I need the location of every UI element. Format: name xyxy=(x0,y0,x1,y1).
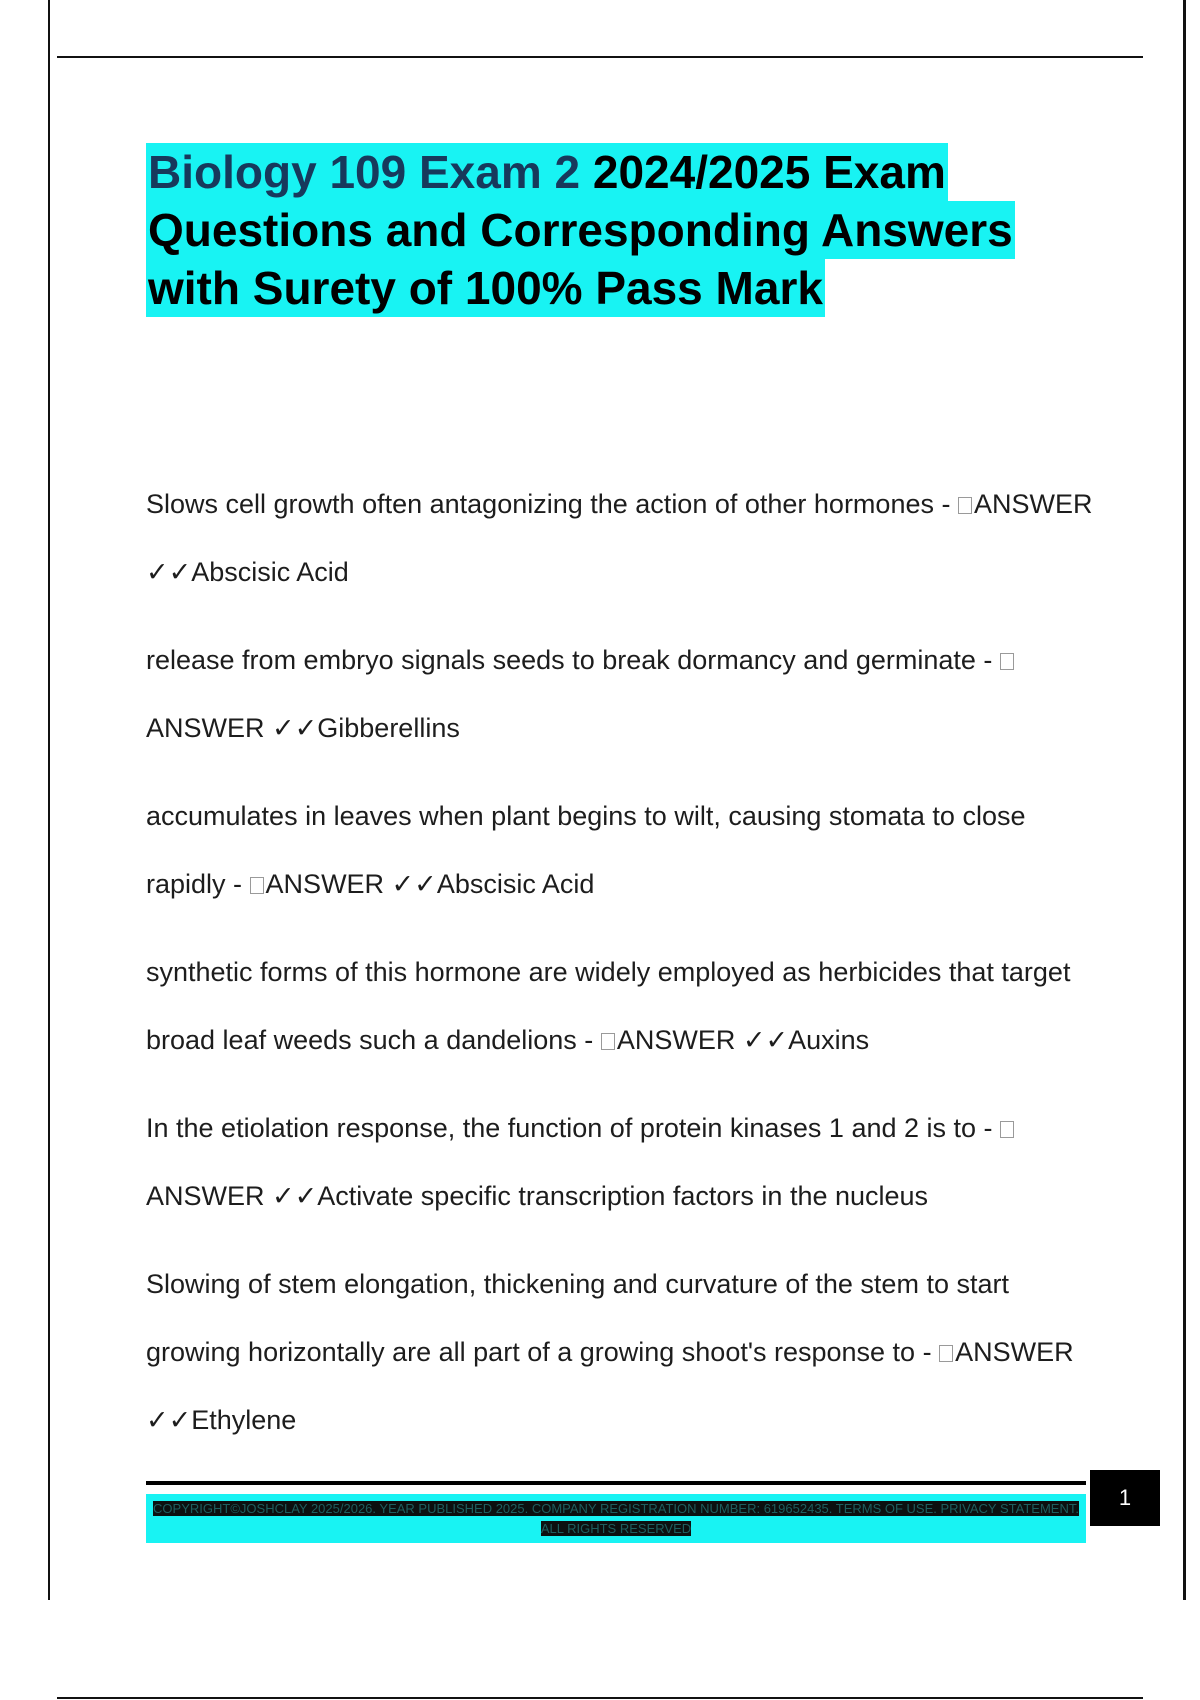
copyright-text: COPYRIGHT©JOSHCLAY 2025/2026. YEAR PUBLISHED 2025. COMPANY REGISTRATION NUMBER: 619652435. TERMS OF USE. PRIVACY STATEMENT. ALL RIGHTS RESERVED xyxy=(153,1501,1079,1536)
question-text: In the etiolation response, the function of protein kinases 1 and 2 is to - xyxy=(146,1113,993,1143)
footer-copyright xyxy=(146,1494,1086,1543)
question-text: accumulates in leaves when plant begins to wilt, causing stomata to close rapidly - xyxy=(146,801,1026,899)
checkbox-glyph-icon xyxy=(1000,653,1014,670)
answer-marker: ANSWER ✓✓ xyxy=(146,489,1093,587)
qa-list xyxy=(146,470,1096,1474)
answer-text: Ethylene xyxy=(191,1405,297,1435)
checkbox-glyph-icon xyxy=(601,1033,615,1050)
answer-marker: ANSWER ✓✓ xyxy=(146,1181,318,1211)
footer-rule xyxy=(146,1481,1086,1485)
qa-item xyxy=(146,938,1096,1074)
qa-item xyxy=(146,1094,1096,1230)
qa-item xyxy=(146,1250,1096,1454)
page-border-right xyxy=(1183,0,1186,1600)
title-line-1: Biology 109 Exam 2 2024/2025 Exam xyxy=(146,143,948,201)
question-text: synthetic forms of this hormone are widely employed as herbicides that target broad leaf weeds such a dandelions - xyxy=(146,957,1071,1055)
title-line-2: Questions and Corresponding Answers xyxy=(146,201,1015,259)
qa-item xyxy=(146,782,1096,918)
qa-item xyxy=(146,626,1096,762)
checkbox-glyph-icon xyxy=(1000,1121,1014,1138)
question-text: Slows cell growth often antagonizing the action of other hormones - xyxy=(146,489,951,519)
answer-marker: ANSWER ✓✓ xyxy=(616,1025,789,1055)
page-border-left xyxy=(48,0,50,1600)
qa-item xyxy=(146,470,1096,606)
answer-text: Auxins xyxy=(788,1025,870,1055)
title-line-3: with Surety of 100% Pass Mark xyxy=(146,259,825,317)
header-rule xyxy=(57,56,1143,58)
question-text: Slowing of stem elongation, thickening and curvature of the stem to start growing horizontally are all part of a growing shoot's response to - xyxy=(146,1269,1009,1367)
bottom-rule xyxy=(57,1697,1143,1699)
answer-marker: ANSWER ✓✓ xyxy=(146,713,318,743)
document-title xyxy=(146,143,1106,317)
page-number: 1 xyxy=(1090,1470,1160,1526)
answer-marker: ANSWER ✓✓ xyxy=(265,869,437,899)
answer-text: Abscisic Acid xyxy=(436,869,595,899)
checkbox-glyph-icon xyxy=(939,1345,953,1362)
question-text: release from embryo signals seeds to break dormancy and germinate - xyxy=(146,645,993,675)
answer-marker: ANSWER ✓✓ xyxy=(146,1337,1074,1435)
answer-text: Gibberellins xyxy=(317,713,460,743)
answer-text: Abscisic Acid xyxy=(191,557,349,587)
checkbox-glyph-icon xyxy=(958,497,972,514)
answer-text: Activate specific transcription factors in the nucleus xyxy=(317,1181,929,1211)
checkbox-glyph-icon xyxy=(250,877,264,894)
